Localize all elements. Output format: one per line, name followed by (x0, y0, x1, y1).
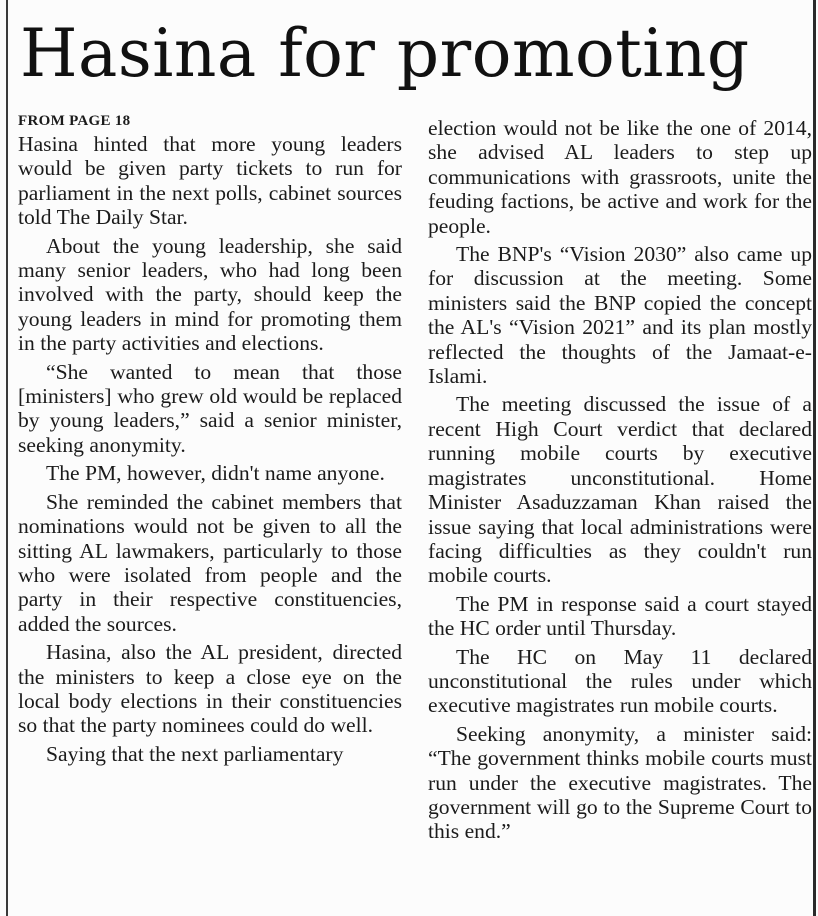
paragraph: About the young leadership, she said many senior leaders, who had long been involved with the party, should keep the young leaders in mind for promoting them in the party activities and elections. (18, 233, 402, 356)
paragraph: The meeting discussed the issue of a recent High Court verdict that declared running mobile courts by executive magistrates unconstitutional. Home Minister Asaduzzaman Khan raised the issue saying that local administrations were facing difficulties as they couldn't run mobile courts. (428, 392, 812, 588)
paragraph: Hasina hinted that more young leaders would be given party tickets to run for parliament in the next polls, cabinet sources told The Daily Star. (18, 132, 402, 230)
paragraph: “She wanted to mean that those [ministers] who grew old would be replaced by young leaders,” said a senior minister, seeking anonymity. (18, 359, 402, 457)
left-column (18, 112, 402, 770)
right-column (428, 116, 812, 848)
paragraph: The HC on May 11 declared unconstitutional the rules under which executive magistrates run mobile courts. (428, 644, 812, 718)
paragraph: The BNP's “Vision 2030” also came up for discussion at the meeting. Some ministers said the BNP copied the concept the AL's “Vision 2021” and its plan mostly reflected the thoughts of the Jamaat-e-Islami. (428, 242, 812, 389)
paragraph: Saying that the next parliamentary (46, 741, 344, 766)
clipping-right-edge (813, 0, 816, 916)
paragraph: Hasina, also the AL president, directed the ministers to keep a close eye on the local body elections in their constituencies so that the party nominees could do well. (18, 640, 402, 738)
paragraph: She reminded the cabinet members that nominations would not be given to all the sitting AL lawmakers, particularly to those who were isolated from people and the party in their respective constituencies, added the sources. (18, 489, 402, 636)
clipping-left-edge (6, 0, 8, 916)
paragraph: The PM, however, didn't name anyone. (46, 461, 385, 486)
paragraph: The PM in response said a court stayed the HC order until Thursday. (428, 591, 812, 641)
jump-kicker: FROM PAGE 18 (18, 113, 131, 129)
paragraph: election would not be like the one of 2014, she advised AL leaders to step up communications with grassroots, unite the feuding factions, be active and work for the people. (428, 116, 812, 238)
paragraph: Seeking anonymity, a minister said: “The government thinks mobile courts must run under the executive magistrates. The government will go to the Supreme Court to this end.” (428, 721, 812, 844)
headline: Hasina for promoting (20, 15, 750, 92)
